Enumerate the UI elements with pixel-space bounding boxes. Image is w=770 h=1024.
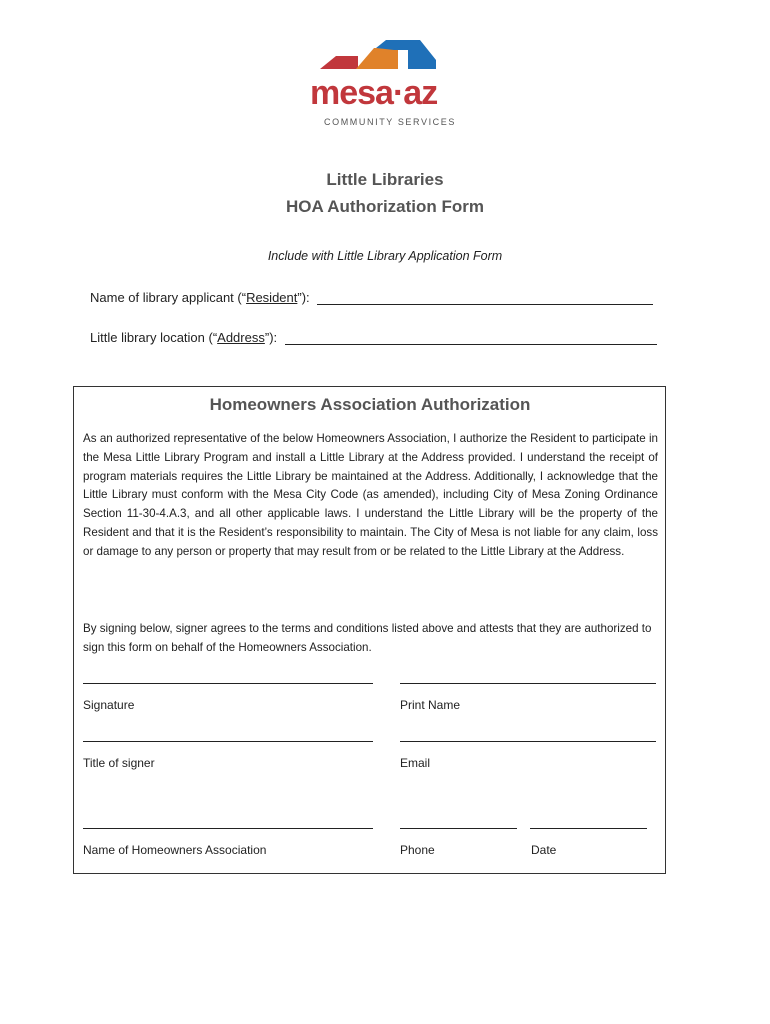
form-title: HOA Authorization Form	[286, 197, 484, 216]
signature-label: Signature	[83, 698, 135, 712]
phone-field[interactable]	[400, 828, 517, 829]
applicant-name-field[interactable]	[317, 290, 653, 305]
applicant-label-suffix: ”):	[297, 290, 310, 305]
hoa-authorization-heading: Homeowners Association Authorization	[209, 395, 531, 414]
authorization-paragraph: As an authorized representative of the below Homeowners Association, I authorize the Resident to participate in the Mesa Little Library Program and install a Little Library at the Address provided. I understand the receipt of program materials requires the Little Library be maintained at the Address. Additionally, I acknowledge that the Little Library must conform with the Mesa City Code (as amended), including City of Mesa Zoning Ordinance Section 11-30-4.A.3, and all other applicable laws. I understand the Little Library will be the property of the Resident and that it is the Resident’s responsibility to maintain. The City of Mesa is not liable for any claim, loss or damage to any person or property that may result from or be related to the Little Library at the Address.	[83, 432, 658, 558]
library-location-field[interactable]	[285, 330, 657, 345]
form-subtitle: Include with Little Library Application Form	[267, 249, 503, 263]
location-label-suffix: ”):	[264, 330, 278, 345]
applicant-label-prefix: Name of library applicant (“	[90, 290, 247, 305]
date-label: Date	[531, 843, 557, 857]
hoa-name-field[interactable]	[83, 828, 373, 829]
resident-term: Resident	[246, 290, 298, 305]
applicant-name-row	[90, 290, 653, 305]
date-field[interactable]	[530, 828, 647, 829]
logo-wordmark: mesa·az	[310, 74, 438, 112]
print-name-field[interactable]	[400, 683, 656, 684]
library-location-row	[90, 330, 657, 345]
hoa-name-label: Name of Homeowners Association	[83, 843, 267, 857]
location-label-prefix: Little library location (“	[90, 330, 218, 345]
page-title: Little Libraries	[326, 170, 444, 189]
print-name-label: Print Name	[400, 698, 461, 712]
email-field[interactable]	[400, 741, 656, 742]
email-label: Email	[400, 756, 431, 770]
mesa-logo	[300, 38, 470, 130]
title-of-signer-field[interactable]	[83, 741, 373, 742]
title-of-signer-label: Title of signer	[83, 756, 155, 770]
attestation-paragraph: By signing below, signer agrees to the terms and conditions listed above and attests that they are authorized to sign this form on behalf of the Homeowners Association.	[83, 622, 652, 654]
signature-field[interactable]	[83, 683, 373, 684]
address-term: Address	[217, 330, 265, 345]
mesa-logo-mark-icon	[316, 38, 456, 74]
phone-label: Phone	[400, 843, 435, 857]
logo-subtext: COMMUNITY SERVICES	[324, 117, 456, 127]
